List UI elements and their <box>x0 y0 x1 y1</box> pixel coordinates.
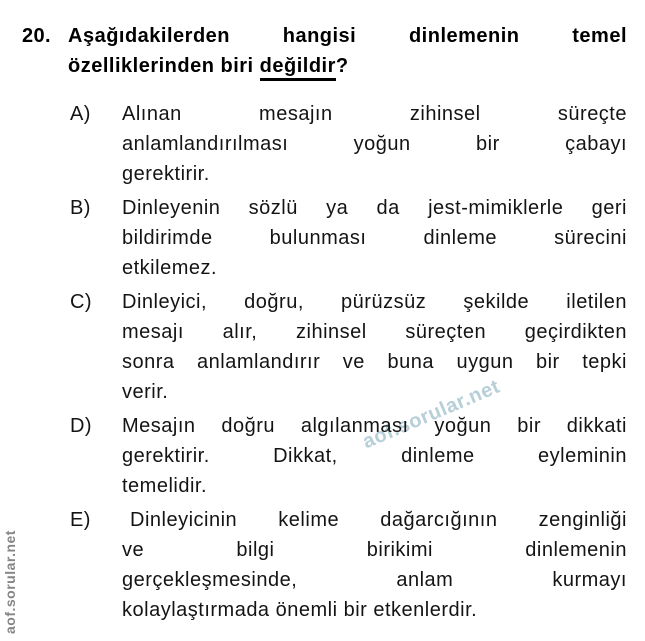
options-list <box>70 99 627 629</box>
question-line-2 <box>68 51 627 81</box>
option-item <box>70 505 627 625</box>
option-item <box>70 193 627 283</box>
option-text <box>122 99 627 189</box>
question-mark: ? <box>335 55 349 77</box>
option-line: bildirimde bulunması dinleme sürecini <box>122 227 627 249</box>
option-line: Alınan mesajın zihinsel süreçte <box>122 103 627 125</box>
option-item <box>70 411 627 501</box>
option-item <box>70 287 627 407</box>
option-letter: C) <box>70 291 92 313</box>
option-item <box>70 99 627 189</box>
option-text <box>122 287 627 407</box>
option-line: temelidir. <box>122 475 208 497</box>
option-text <box>122 411 627 501</box>
option-line: kolaylaştırmada önemli bir etkenlerdir. <box>122 599 478 621</box>
option-letter: B) <box>70 197 91 219</box>
question-text <box>68 21 627 81</box>
watermark-vertical: aof.sorular.net <box>2 530 18 634</box>
question-line-1: Aşağıdakilerden hangisi dinlemenin temel <box>68 25 627 47</box>
option-line: ve bilgi birikimi dinlemenin <box>122 539 627 561</box>
option-line: gerektirir. Dikkat, dinleme eyleminin <box>122 445 627 467</box>
option-line: mesajı alır, zihinsel süreçten geçirdikten <box>122 321 627 343</box>
underlined-keyword: değildir <box>260 55 336 81</box>
option-line: gerçekleşmesinde, anlam kurmayı <box>122 569 627 591</box>
question-line-2-prefix: özelliklerinden biri <box>68 55 260 77</box>
watermark-diagonal: aof.sorular.net <box>359 375 504 454</box>
option-letter: A) <box>70 103 91 125</box>
option-line: sonra anlamlandırır ve buna uygun bir tepki <box>122 351 627 373</box>
question-number: 20. <box>22 25 52 47</box>
option-letter: D) <box>70 415 92 437</box>
option-text <box>122 193 627 283</box>
option-line: etkilemez. <box>122 257 218 279</box>
option-line: Dinleyenin sözlü ya da jest-mimiklerle geri <box>122 197 627 219</box>
question-block <box>22 21 627 81</box>
option-text <box>122 505 627 625</box>
option-line: gerektirir. <box>122 163 210 185</box>
option-line: Mesajın doğru algılanması yoğun bir dikkati <box>122 415 627 437</box>
option-letter: E) <box>70 509 91 531</box>
option-line: anlamlandırılması yoğun bir çabayı <box>122 133 627 155</box>
option-line: Dinleyicinin kelime dağarcığının zenginliği <box>130 509 627 531</box>
option-line: verir. <box>122 381 169 403</box>
option-line: Dinleyici, doğru, pürüzsüz şekilde iletilen <box>122 291 627 313</box>
